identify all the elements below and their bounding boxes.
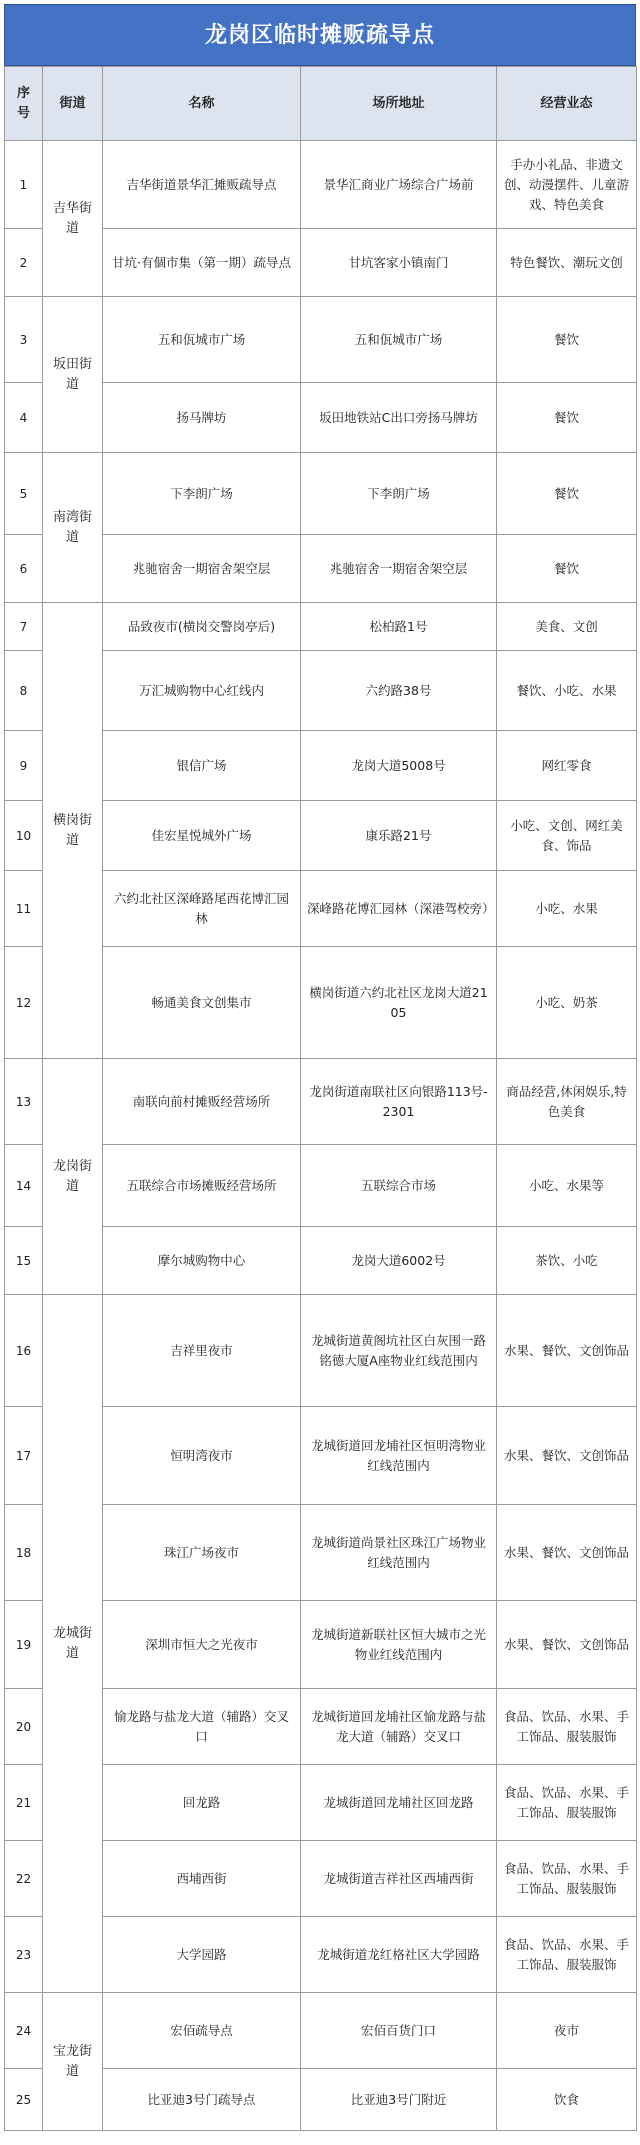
row-no: 7 (5, 603, 43, 651)
header-street: 街道 (43, 67, 103, 141)
row-name: 品致夜市(横岗交警岗亭后) (103, 603, 301, 651)
row-business: 食品、饮品、水果、手工饰品、服装服饰 (497, 1917, 637, 1993)
row-no: 10 (5, 801, 43, 871)
row-address: 龙城街道吉祥社区西埔西街 (301, 1841, 497, 1917)
row-name: 宏佰疏导点 (103, 1993, 301, 2069)
header-name: 名称 (103, 67, 301, 141)
table-row (5, 141, 637, 229)
row-address: 六约路38号 (301, 651, 497, 731)
row-address: 景华汇商业广场综合广场前 (301, 141, 497, 229)
row-name: 比亚迪3号门疏导点 (103, 2069, 301, 2131)
street-cell: 宝龙街道 (43, 1993, 103, 2131)
row-address: 兆驰宿舍一期宿舍架空层 (301, 535, 497, 603)
row-business: 餐饮 (497, 453, 637, 535)
row-name: 珠江广场夜市 (103, 1505, 301, 1601)
row-address: 坂田地铁站C出口旁扬马牌坊 (301, 383, 497, 453)
row-business: 水果、餐饮、文创饰品 (497, 1295, 637, 1407)
street-cell: 横岗街道 (43, 603, 103, 1059)
table-row (5, 603, 637, 651)
row-business: 美食、文创 (497, 603, 637, 651)
row-name: 畅通美食文创集市 (103, 947, 301, 1059)
row-address: 深峰路花博汇园林（深港驾校旁） (301, 871, 497, 947)
table-row (5, 1059, 637, 1145)
row-business: 食品、饮品、水果、手工饰品、服装服饰 (497, 1689, 637, 1765)
row-no: 16 (5, 1295, 43, 1407)
street-cell: 龙岗街道 (43, 1059, 103, 1295)
row-business: 商品经营,休闲娱乐,特色美食 (497, 1059, 637, 1145)
table-row (5, 1993, 637, 2069)
row-name: 大学园路 (103, 1917, 301, 1993)
table-row (5, 453, 637, 535)
row-name: 恒明湾夜市 (103, 1407, 301, 1505)
header-address: 场所地址 (301, 67, 497, 141)
row-no: 12 (5, 947, 43, 1059)
row-business: 特色餐饮、潮玩文创 (497, 229, 637, 297)
row-name: 南联向前村摊贩经营场所 (103, 1059, 301, 1145)
row-address: 五联综合市场 (301, 1145, 497, 1227)
row-address: 龙城街道尚景社区珠江广场物业红线范围内 (301, 1505, 497, 1601)
row-no: 11 (5, 871, 43, 947)
row-name: 甘坑·有個市集（第一期）疏导点 (103, 229, 301, 297)
row-address: 龙城街道黄阁坑社区白灰围一路铭德大厦A座物业红线范围内 (301, 1295, 497, 1407)
row-no: 21 (5, 1765, 43, 1841)
row-business: 夜市 (497, 1993, 637, 2069)
row-business: 水果、餐饮、文创饰品 (497, 1601, 637, 1689)
row-name: 扬马牌坊 (103, 383, 301, 453)
row-no: 6 (5, 535, 43, 603)
row-no: 24 (5, 1993, 43, 2069)
row-address: 龙岗街道南联社区向银路113号-2301 (301, 1059, 497, 1145)
row-no: 20 (5, 1689, 43, 1765)
street-cell: 吉华街道 (43, 141, 103, 297)
row-no: 18 (5, 1505, 43, 1601)
row-address: 龙城街道新联社区恒大城市之光物业红线范围内 (301, 1601, 497, 1689)
row-business: 小吃、水果等 (497, 1145, 637, 1227)
row-address: 龙城街道回龙埔社区恒明湾物业红线范围内 (301, 1407, 497, 1505)
row-address: 龙岗大道5008号 (301, 731, 497, 801)
row-address: 松柏路1号 (301, 603, 497, 651)
row-address: 五和佤城市广场 (301, 297, 497, 383)
row-business: 饮食 (497, 2069, 637, 2131)
row-name: 吉祥里夜市 (103, 1295, 301, 1407)
row-address: 龙城街道回龙埔社区愉龙路与盐龙大道（辅路）交叉口 (301, 1689, 497, 1765)
row-business: 餐饮、小吃、水果 (497, 651, 637, 731)
row-name: 愉龙路与盐龙大道（辅路）交叉口 (103, 1689, 301, 1765)
row-no: 5 (5, 453, 43, 535)
row-business: 餐饮 (497, 297, 637, 383)
row-no: 1 (5, 141, 43, 229)
row-address: 比亚迪3号门附近 (301, 2069, 497, 2131)
row-name: 兆驰宿舍一期宿舍架空层 (103, 535, 301, 603)
row-business: 餐饮 (497, 383, 637, 453)
row-name: 吉华街道景华汇摊贩疏导点 (103, 141, 301, 229)
row-business: 水果、餐饮、文创饰品 (497, 1505, 637, 1601)
stall-table (4, 66, 637, 2131)
header-business: 经营业态 (497, 67, 637, 141)
row-no: 4 (5, 383, 43, 453)
street-cell: 坂田街道 (43, 297, 103, 453)
row-business: 水果、餐饮、文创饰品 (497, 1407, 637, 1505)
row-no: 3 (5, 297, 43, 383)
page-title: 龙岗区临时摊贩疏导点 (4, 4, 636, 66)
table-row (5, 1295, 637, 1407)
row-no: 25 (5, 2069, 43, 2131)
row-no: 13 (5, 1059, 43, 1145)
row-name: 摩尔城购物中心 (103, 1227, 301, 1295)
row-address: 龙城街道龙红格社区大学园路 (301, 1917, 497, 1993)
street-cell: 龙城街道 (43, 1295, 103, 1993)
row-no: 17 (5, 1407, 43, 1505)
row-name: 佳宏星悦城外广场 (103, 801, 301, 871)
row-no: 15 (5, 1227, 43, 1295)
row-business: 食品、饮品、水果、手工饰品、服装服饰 (497, 1765, 637, 1841)
row-address: 龙岗大道6002号 (301, 1227, 497, 1295)
row-name: 五和佤城市广场 (103, 297, 301, 383)
table-header-row (5, 67, 637, 141)
row-address: 宏佰百货门口 (301, 1993, 497, 2069)
row-name: 银信广场 (103, 731, 301, 801)
header-no: 序号 (5, 67, 43, 141)
row-no: 22 (5, 1841, 43, 1917)
row-address: 龙城街道回龙埔社区回龙路 (301, 1765, 497, 1841)
row-address: 康乐路21号 (301, 801, 497, 871)
document-sheet (4, 4, 636, 2131)
row-business: 茶饮、小吃 (497, 1227, 637, 1295)
row-name: 下李朗广场 (103, 453, 301, 535)
row-no: 14 (5, 1145, 43, 1227)
row-no: 8 (5, 651, 43, 731)
row-address: 横岗街道六约北社区龙岗大道2105 (301, 947, 497, 1059)
row-business: 手办小礼品、非遗文创、动漫摆件、儿童游戏、特色美食 (497, 141, 637, 229)
street-cell: 南湾街道 (43, 453, 103, 603)
row-name: 万汇城购物中心红线内 (103, 651, 301, 731)
row-name: 西埔西街 (103, 1841, 301, 1917)
row-address: 下李朗广场 (301, 453, 497, 535)
row-name: 五联综合市场摊贩经营场所 (103, 1145, 301, 1227)
row-address: 甘坑客家小镇南门 (301, 229, 497, 297)
row-business: 餐饮 (497, 535, 637, 603)
row-business: 小吃、奶茶 (497, 947, 637, 1059)
row-no: 19 (5, 1601, 43, 1689)
row-no: 23 (5, 1917, 43, 1993)
row-business: 小吃、文创、网红美食、饰品 (497, 801, 637, 871)
row-business: 小吃、水果 (497, 871, 637, 947)
row-name: 回龙路 (103, 1765, 301, 1841)
row-no: 2 (5, 229, 43, 297)
row-name: 深圳市恒大之光夜市 (103, 1601, 301, 1689)
row-business: 网红零食 (497, 731, 637, 801)
row-no: 9 (5, 731, 43, 801)
row-name: 六约北社区深峰路尾西花博汇园林 (103, 871, 301, 947)
table-row (5, 297, 637, 383)
row-business: 食品、饮品、水果、手工饰品、服装服饰 (497, 1841, 637, 1917)
